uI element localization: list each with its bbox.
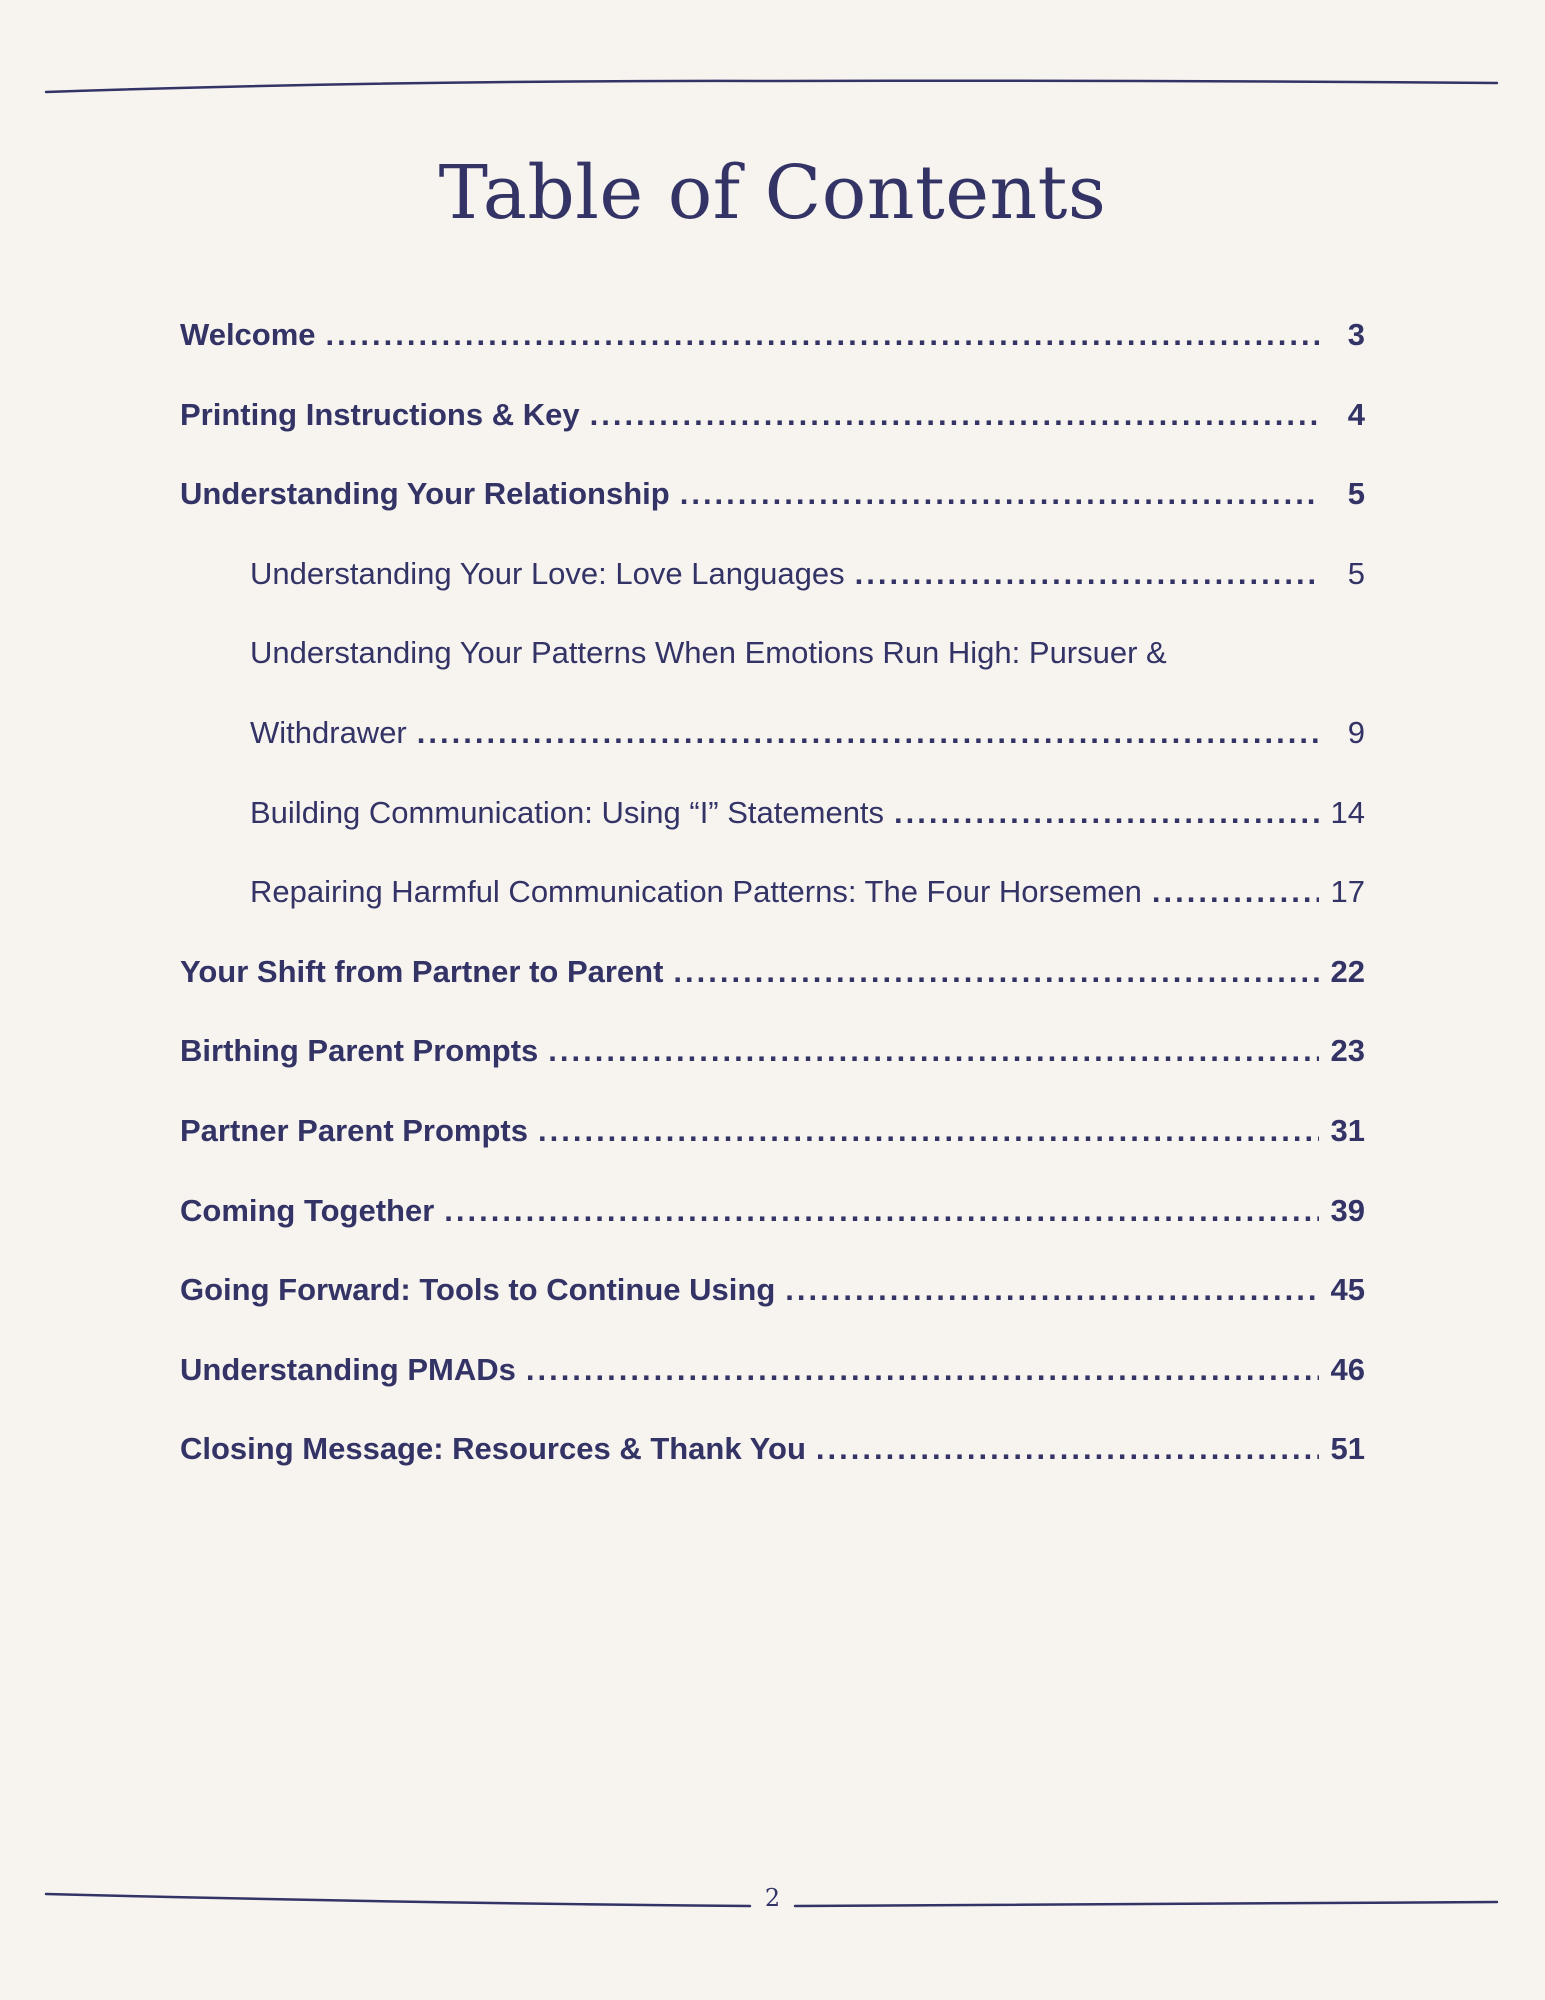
dot-leader (855, 534, 1319, 614)
toc-subentry-page: 17 (1330, 874, 1365, 910)
toc-entry-label: Coming Together (180, 1192, 435, 1228)
toc-entry-page: 39 (1330, 1192, 1365, 1228)
toc-entry[interactable] (180, 1250, 1365, 1330)
toc-subentry[interactable] (180, 852, 1365, 932)
toc-entry[interactable] (180, 1091, 1365, 1171)
toc-entry-page: 23 (1330, 1033, 1365, 1069)
toc-subentry-label: Withdrawer (250, 714, 407, 750)
toc-entry[interactable] (180, 1011, 1365, 1091)
dot-leader (894, 773, 1319, 853)
page-title: Table of Contents (438, 150, 1107, 236)
dot-leader (673, 932, 1319, 1012)
toc-subentry-label: Building Communication: Using “I” Statements (250, 794, 885, 830)
toc-subentry-label: Understanding Your Love: Love Languages (250, 555, 845, 591)
dot-leader (538, 1091, 1319, 1171)
toc-entry-page: 4 (1347, 396, 1365, 432)
page-number: 2 (764, 1884, 781, 1912)
table-of-contents (180, 295, 1365, 1489)
dot-leader (417, 693, 1319, 773)
dot-leader (1152, 852, 1319, 932)
toc-subentry[interactable] (180, 773, 1365, 853)
toc-entry-label: Going Forward: Tools to Continue Using (180, 1272, 776, 1308)
dot-leader (785, 1250, 1319, 1330)
toc-entry[interactable] (180, 295, 1365, 375)
toc-subentry-line-one[interactable] (180, 613, 1365, 693)
toc-subentry-label: Understanding Your Patterns When Emotions Run High: Pursuer & (250, 635, 1167, 671)
toc-entry-label: Printing Instructions & Key (180, 396, 580, 432)
toc-entry-label: Understanding PMADs (180, 1351, 516, 1387)
toc-subentry-page: 5 (1347, 555, 1365, 591)
toc-entry[interactable] (180, 1409, 1365, 1489)
toc-entry[interactable] (180, 1171, 1365, 1251)
dot-leader (680, 454, 1319, 534)
dot-leader (816, 1409, 1319, 1489)
dot-leader (326, 295, 1319, 375)
toc-subentry-label: Repairing Harmful Communication Patterns: The Four Horsemen (250, 874, 1142, 910)
toc-entry-label: Partner Parent Prompts (180, 1112, 528, 1148)
toc-entry[interactable] (180, 375, 1365, 455)
toc-entry-label: Your Shift from Partner to Parent (180, 953, 664, 989)
toc-subentry[interactable] (180, 534, 1365, 614)
toc-entry-label: Understanding Your Relationship (180, 476, 670, 512)
toc-entry[interactable] (180, 1330, 1365, 1410)
toc-entry-label: Welcome (180, 317, 316, 352)
top-decorative-rule (0, 0, 1545, 120)
toc-entry-label: Closing Message: Resources & Thank You (180, 1431, 806, 1467)
toc-entry-page: 3 (1347, 317, 1365, 352)
dot-leader (590, 375, 1319, 455)
toc-entry[interactable] (180, 454, 1365, 534)
dot-leader (444, 1171, 1319, 1251)
toc-entry-label: Birthing Parent Prompts (180, 1033, 539, 1069)
toc-entry-page: 45 (1330, 1272, 1365, 1308)
toc-entry-page: 46 (1330, 1351, 1365, 1387)
toc-entry-page: 22 (1330, 953, 1365, 989)
toc-entry-page: 51 (1330, 1431, 1365, 1467)
dot-leader (548, 1011, 1319, 1091)
dot-leader (526, 1330, 1319, 1410)
toc-entry-page: 31 (1330, 1112, 1365, 1148)
toc-subentry-line-two[interactable] (180, 693, 1365, 773)
toc-subentry-page: 9 (1347, 714, 1365, 750)
toc-entry[interactable] (180, 932, 1365, 1012)
toc-subentry-page: 14 (1330, 794, 1365, 830)
toc-entry-page: 5 (1347, 476, 1365, 512)
